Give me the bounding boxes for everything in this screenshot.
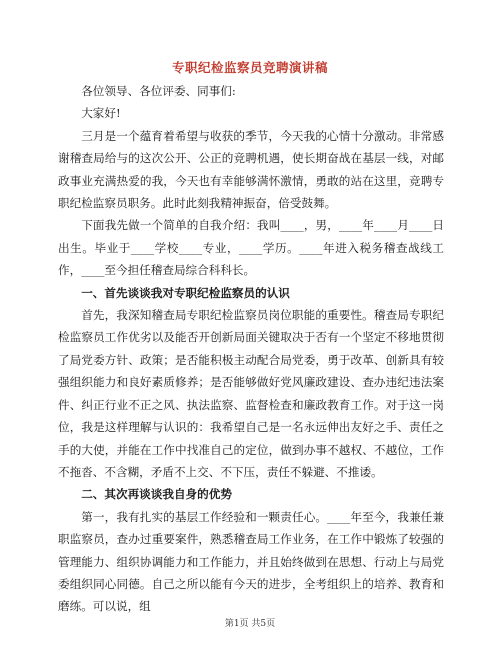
section-heading-2: 二、其次再谈谈我自身的优势 — [81, 487, 232, 502]
self-introduction-paragraph: 下面我先做一个简单的自我介绍：我叫____，男，____年____月____日出生。毕业于____学校____专业，____学历。____年进入税务稽查战线工作，____至今担任稽查局综合科科长。 — [58, 218, 444, 278]
understanding-paragraph: 首先，我深知稽查局专职纪检监察员岗位职能的重要性。稽查局专职纪检监察员工作优劣以及能否开创新局面关键取决于否有一个坚定不移地贯彻了局党委方针、政策；是否能积极主动配合局党委，勇于改革、创新具有较强组织能力和良好素质修养；是否能够做好党风廉政建设、查办违纪违法案件、纠正行业不正之风、执法监察、监督检查和廉政教育工作。对于这一岗位，我是这样理解与认识的：我希望自己是一名永远伸出友好之手、责任之手的大使，并能在工作中找准自己的定位，做到办事不越权、不越位，工作不拖沓、不含糊，矛盾不上交、不下压，责任不躲避、不推诿。 — [58, 308, 444, 479]
section-heading-1: 一、首先谈谈我对专职纪检监察员的认识 — [81, 285, 290, 300]
greeting: 大家好! — [81, 106, 121, 121]
page-number: 第1页 共5页 — [224, 619, 276, 629]
intro-paragraph: 三月是一个蕴育着希望与收获的季节，今天我的心情十分激动。非常感谢稽查局给与的这次公开、公正的竞聘机遇，使长期奋战在基层一线，对邮政事业充满热爱的我，今天也有幸能够满怀激情，勇敢的站在这里，竞聘专职纪检监察员职务。此时此刻我精神振奋，倍受鼓舞。 — [58, 128, 444, 211]
advantages-paragraph: 第一，我有扎实的基层工作经验和一颗责任心。____年至今，我兼任兼职监察员，查办过重要案件，熟悉稽查局工作业务，在工作中锻炼了较强的管理能力、组织协调能力和工作能力，并且始终做到在思想、行动上与局党委组织同心同德。自己之所以能有今天的进步，全考组织上的培养、教育和磨练。可以说，组 — [58, 509, 444, 614]
document-title: 专职纪检监察员竞聘演讲稿 — [171, 60, 328, 75]
salutation: 各位领导、各位评委、同事们: — [81, 84, 236, 98]
document-body — [58, 80, 444, 618]
